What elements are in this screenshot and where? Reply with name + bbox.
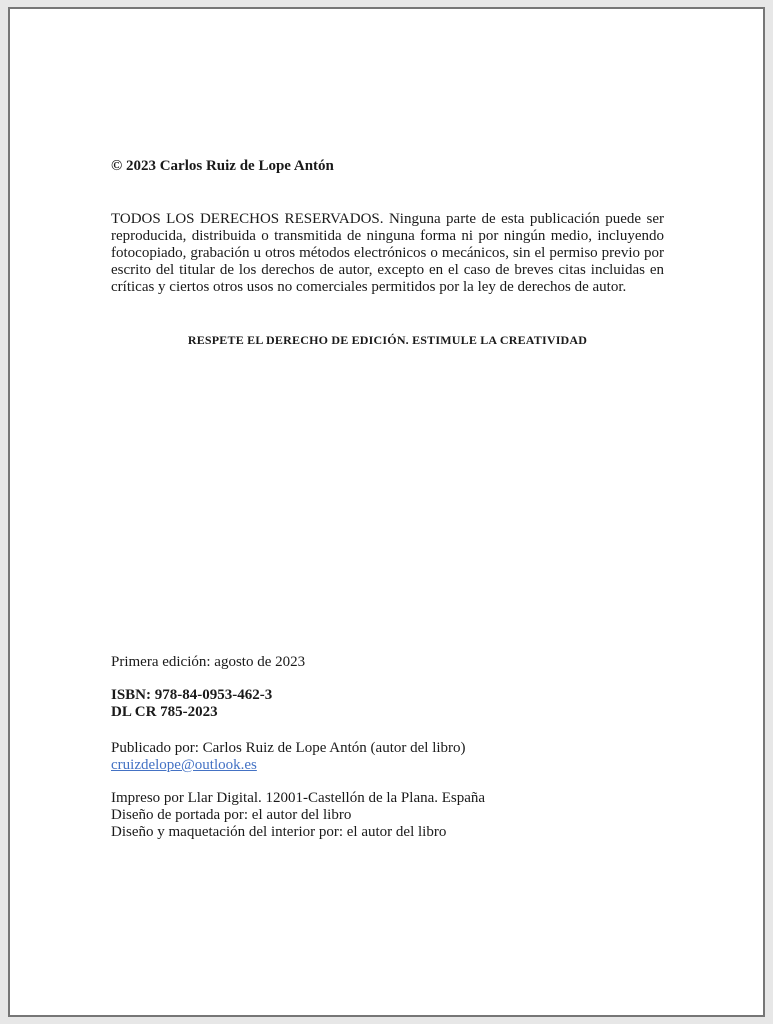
printer-block xyxy=(111,790,664,841)
interior-design-line: Diseño y maquetación del interior por: el autor del libro xyxy=(111,824,447,840)
isbn-label: ISBN: xyxy=(111,687,152,703)
publisher-block xyxy=(111,740,664,774)
email-link[interactable]: cruizdelope@outlook.es xyxy=(111,757,257,773)
edition-line: Primera edición: agosto de 2023 xyxy=(111,654,306,670)
rights-paragraph: TODOS LOS DERECHOS RESERVADOS. Ninguna parte de esta publicación puede ser reproducida, distribuida o transmitida de ninguna forma ni por ningún medio, incluyendo fotocopiado, grabación u otros métodos electrónicos o mecánicos, sin el permiso previo por escrito del titular de los derechos de autor, excepto en el caso de breves citas incluidas en críticas y ciertos otros usos no comerciales permitidos por la ley de derechos de autor. xyxy=(111,211,664,295)
identifiers-block xyxy=(111,687,664,721)
isbn-line xyxy=(111,687,664,704)
email-line xyxy=(111,757,664,774)
publisher-line: Publicado por: Carlos Ruiz de Lope Antón (autor del libro) xyxy=(111,740,466,756)
printer-line: Impreso por Llar Digital. 12001-Castellón de la Plana. España xyxy=(111,790,486,806)
cover-design-line: Diseño de portada por: el autor del libro xyxy=(111,807,352,823)
respect-notice: RESPETE EL DERECHO DE EDICIÓN. ESTIMULE LA CREATIVIDAD xyxy=(187,333,588,347)
isbn-value: 978-84-0953-462-3 xyxy=(154,687,273,703)
legal-deposit-line: DL CR 785-2023 xyxy=(111,704,218,720)
copyright-notice: © 2023 Carlos Ruiz de Lope Antón xyxy=(111,158,334,174)
document-page xyxy=(8,7,765,1017)
